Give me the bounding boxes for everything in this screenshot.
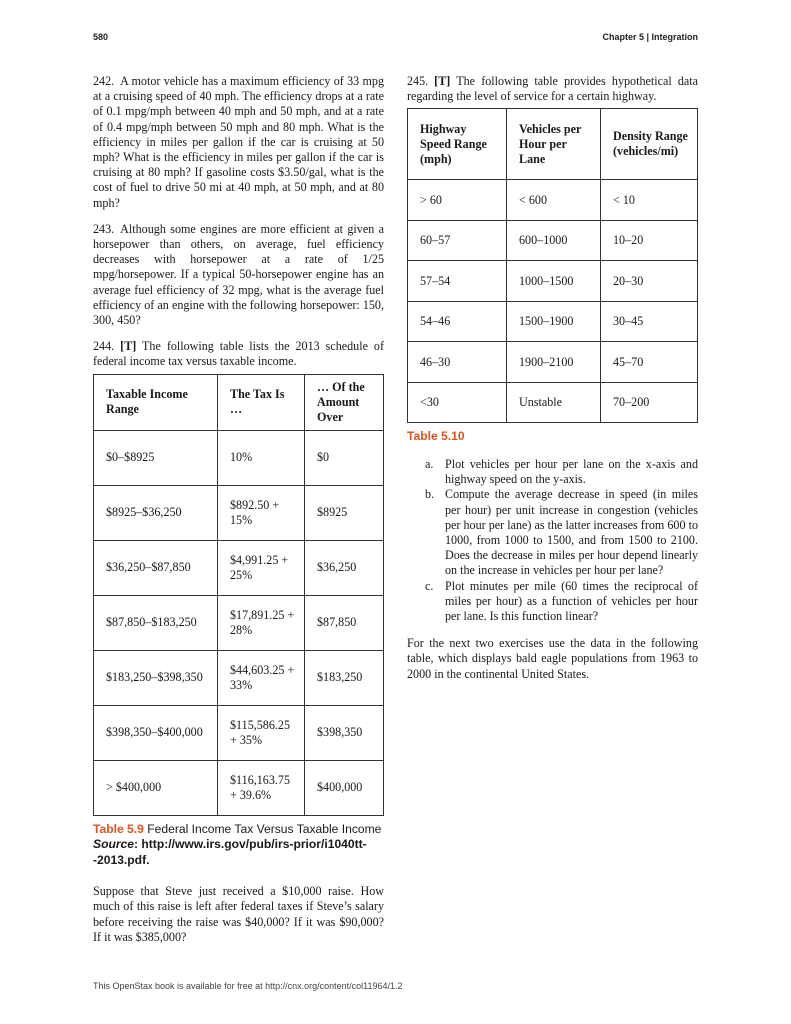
exercise-tag: [T] xyxy=(120,339,137,354)
table-cell: $892.50 + 15% xyxy=(218,485,305,540)
table-cell: 1900–2100 xyxy=(507,342,601,383)
exercise-text: The following table lists the 2013 schedule of federal income tax versus taxable income. xyxy=(93,339,384,369)
part-text: Plot minutes per mile (60 times the reciprocal of miles per hour) as a function of vehicles per hour per lane. Is this function linear? xyxy=(445,578,698,623)
part-marker: a. xyxy=(425,456,434,471)
table-cell: 60–57 xyxy=(408,220,507,261)
table-cell: 1000–1500 xyxy=(507,261,601,302)
caption-source xyxy=(93,837,367,867)
table-row xyxy=(94,760,384,815)
exercise-244-followup: Suppose that Steve just received a $10,000 raise. How much of this raise is left after federal taxes if Steve’s salary before receiving the raise was $40,000? If it was $90,000? If it was $385,000? xyxy=(93,884,384,944)
table-cell: $0–$8925 xyxy=(94,430,218,485)
table-cell: $4,991.25 + 25% xyxy=(218,540,305,595)
table-cell: $8925–$36,250 xyxy=(94,485,218,540)
source-link[interactable]: : http://www.irs.gov/pub/irs-prior/i1040tt--2013.pdf. xyxy=(93,837,367,867)
exercise-tag: [T] xyxy=(434,74,451,88)
table-row xyxy=(94,650,384,705)
list-item xyxy=(425,578,698,625)
table-cell: > $400,000 xyxy=(94,760,218,815)
table-caption xyxy=(93,822,384,869)
table-cell: 70–200 xyxy=(601,382,698,423)
exercise-number: 245. xyxy=(407,74,429,88)
table-cell: $398,350 xyxy=(305,705,384,760)
exercise-number: 244. xyxy=(93,339,115,354)
page-number: 580 xyxy=(93,32,109,42)
table-row xyxy=(94,540,384,595)
chapter-title: Chapter 5 | Integration xyxy=(602,32,698,42)
table-caption xyxy=(407,429,698,445)
caption-label: Table 5.10 xyxy=(407,429,465,444)
table-cell: $115,586.25 + 35% xyxy=(218,705,305,760)
part-text: Plot vehicles per hour per lane on the x-axis and highway speed on the y-axis. xyxy=(445,456,698,487)
header-cell: Density Range (vehicles/mi) xyxy=(601,109,698,180)
table-cell: < 600 xyxy=(507,180,601,221)
table-cell: $87,850 xyxy=(305,595,384,650)
exercise-243 xyxy=(93,222,384,328)
table-cell: $44,603.25 + 33% xyxy=(218,650,305,705)
header-cell: … Of the Amount Over xyxy=(305,374,384,430)
exercise-text: The following table provides hypothetical data regarding the level of service for a certain highway. xyxy=(407,74,698,104)
table-cell: $17,891.25 + 28% xyxy=(218,595,305,650)
table-cell: 45–70 xyxy=(601,342,698,383)
table-row xyxy=(408,261,698,302)
table-row xyxy=(94,705,384,760)
exercise-text: Although some engines are more efficient at given a horsepower than others, on average, fuel efficiency decreases with horsepower at a rate of 1/25 mpg/horsepower. If a typical 50-horsepower engine has an average fuel efficiency of 32 mpg, what is the average fuel efficiency of an engine with the following horsepower: 150, 300, 450? xyxy=(93,221,384,328)
table-row xyxy=(94,430,384,485)
part-marker: b. xyxy=(425,487,435,502)
exercise-244 xyxy=(93,339,384,369)
table-cell: < 10 xyxy=(601,180,698,221)
table-cell: 57–54 xyxy=(408,261,507,302)
table-cell: 54–46 xyxy=(408,301,507,342)
table-cell: 20–30 xyxy=(601,261,698,302)
source-label: Source xyxy=(93,837,134,852)
table-cell: 1500–1900 xyxy=(507,301,601,342)
table-row xyxy=(408,382,698,423)
table-cell: 10% xyxy=(218,430,305,485)
table-header-row xyxy=(408,109,698,180)
table-cell: $36,250 xyxy=(305,540,384,595)
header-cell: The Tax Is … xyxy=(218,374,305,430)
table-row xyxy=(94,485,384,540)
exercise-number: 242. xyxy=(93,74,115,88)
table-cell: $87,850–$183,250 xyxy=(94,595,218,650)
table-cell: 46–30 xyxy=(408,342,507,383)
table-row xyxy=(408,301,698,342)
table-cell: $183,250–$398,350 xyxy=(94,650,218,705)
table-cell: $116,163.75 + 39.6% xyxy=(218,760,305,815)
header-cell: Highway Speed Range (mph) xyxy=(408,109,507,180)
left-column xyxy=(93,74,384,956)
table-row xyxy=(94,595,384,650)
table-cell: > 60 xyxy=(408,180,507,221)
next-exercises-intro: For the next two exercises use the data in the following table, which displays bald eagle populations from 1963 to 2000 in the continental United States. xyxy=(407,636,698,681)
table-cell: 30–45 xyxy=(601,301,698,342)
header-cell: Vehicles per Hour per Lane xyxy=(507,109,601,180)
caption-label: Table 5.9 xyxy=(93,821,144,836)
table-cell: 10–20 xyxy=(601,220,698,261)
table-cell: $8925 xyxy=(305,485,384,540)
caption-text: Federal Income Tax Versus Taxable Income xyxy=(147,821,382,836)
table-cell: <30 xyxy=(408,382,507,423)
table-cell: Unstable xyxy=(507,382,601,423)
header-cell: Taxable Income Range xyxy=(94,374,218,430)
table-header-row xyxy=(94,374,384,430)
exercise-242 xyxy=(93,74,384,211)
list-item xyxy=(425,456,698,487)
table-row xyxy=(408,180,698,221)
table-cell: $36,250–$87,850 xyxy=(94,540,218,595)
table-row xyxy=(408,220,698,261)
table-cell: $400,000 xyxy=(305,760,384,815)
table-cell: $0 xyxy=(305,430,384,485)
part-marker: c. xyxy=(425,578,434,593)
table-cell: $398,350–$400,000 xyxy=(94,705,218,760)
exercise-245 xyxy=(407,74,698,104)
table-cell: 600–1000 xyxy=(507,220,601,261)
part-text: Compute the average decrease in speed (in miles per hour) per unit increase in congestion (vehicles per hour per lane) as the latter increases from 600 to 1000, from 1000 to 1500, and from 1500 to 2100. Does the decrease in miles per hour depend linearly on the increase in vehicles per hour per lane? xyxy=(445,487,698,578)
exercise-text: A motor vehicle has a maximum efficiency of 33 mpg at a cruising speed of 40 mph. The efficiency drops at a rate of 0.1 mpg/mph between 40 mph and 50 mph, and at a rate of 0.4 mpg/mph between 50 mph and 80 mph. What is the efficiency in miles per gallon if the car is cruising at 50 mph? What is the efficiency in miles per gallon if the car is cruising at 80 mph? If gasoline costs $3.50/gal, what is the cost of fuel to drive 50 mi at 40 mph, at 50 mph, and at 80 mph? xyxy=(93,74,384,210)
list-item xyxy=(425,487,698,578)
table-cell: $183,250 xyxy=(305,650,384,705)
right-column xyxy=(407,74,698,693)
exercise-number: 243. xyxy=(93,221,115,236)
exercise-245-parts xyxy=(407,457,698,624)
table-row xyxy=(408,342,698,383)
highway-table xyxy=(407,108,698,423)
footer-text: This OpenStax book is available for free at http://cnx.org/content/col11964/1.2 xyxy=(93,981,403,991)
tax-table xyxy=(93,374,384,816)
